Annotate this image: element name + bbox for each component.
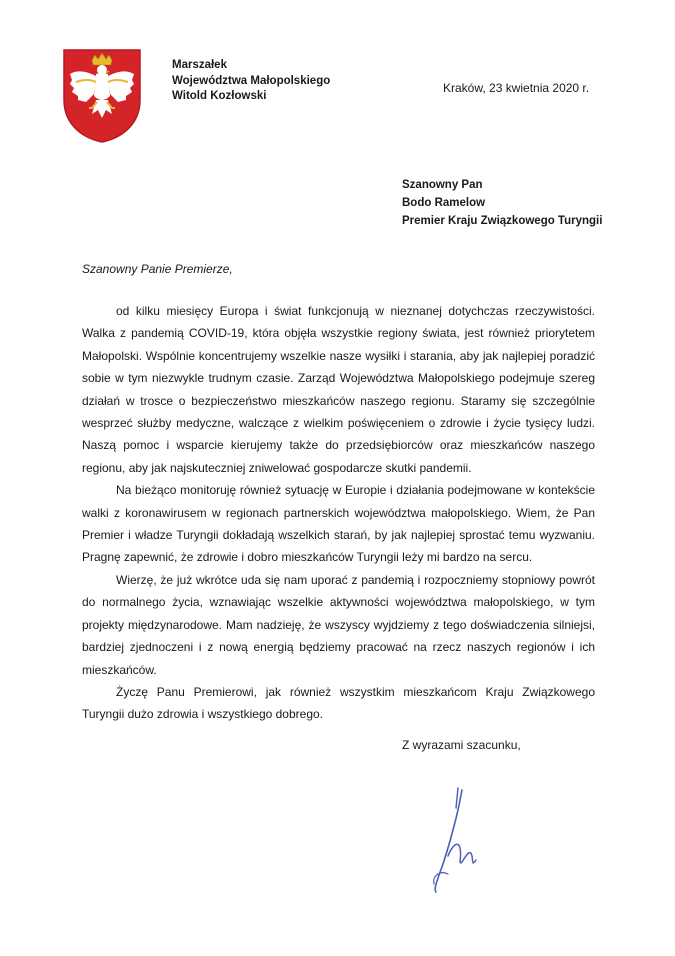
recipient-salutation: Szanowny Pan xyxy=(402,179,483,191)
paragraph: od kilku miesięcy Europa i świat funkcjonują w nieznanej dotychczas rzeczywistości. Walka z pandemią COVID-19, która objęła wszystkie regiony świata, jest również priorytetem Małopolski. Wspólnie koncentrujemy wszelkie nasze wysiłki i starania, aby jak najlepiej poradzić sobie w tym niezwykle trudnym czasie. Zarząd Województwa Małopolskiego podejmuje szereg działań w trosce o bezpieczeństwo mieszkańców naszego regionu. Staramy się szczególnie wesprzeć służby medyczne, walczące z wielkim poświęceniem o zdrowie i życie tysięcy ludzi. Naszą pomoc i wsparcie kierujemy także do przedsiębiorców oraz mieszkańców naszego regionu, aby jak najskuteczniej zniwelować gospodarcze skutki pandemii. xyxy=(82,304,595,475)
sender-name: Witold Kozłowski xyxy=(172,90,267,102)
sender-title: Marszałek xyxy=(172,59,227,71)
paragraph: Wierzę, że już wkrótce uda się nam uporać z pandemią i rozpoczniemy stopniowy powrót do normalnego życia, wznawiając wszelkie aktywności województwa małopolskiego, w tym projekty międzynarodowe. Mam nadzieję, że wszyscy wyjdziemy z tego doświadczenia silniejsi, bardziej zjednoczeni i z nową energią będziemy pracować na rzecz naszych regionów i ich mieszkańców. xyxy=(82,572,595,677)
recipient-title: Premier Kraju Związkowego Turyngii xyxy=(402,215,603,227)
recipient-name: Bodo Ramelow xyxy=(402,197,486,209)
sender-office: Województwa Małopolskiego xyxy=(172,74,331,87)
letter-body xyxy=(82,300,595,726)
paragraph: Życzę Panu Premierowi, jak również wszystkim mieszkańcom Kraju Związkowego Turyngii dużo zdrowia i wszystkiego dobrego. xyxy=(82,684,595,722)
letter-closing: Z wyrazami szacunku, xyxy=(402,738,521,752)
coat-of-arms-icon xyxy=(62,48,142,144)
paragraph: Na bieżąco monitoruję również sytuację w Europie i działania podejmowane w kontekście walki z koronawirusem w regionach partnerskich województwa małopolskiego. Wiem, że Pan Premier i władze Turyngii dokładają wszelkich starań, by jak najlepiej sprostać temu wyzwaniu. Pragnę zapewnić, że zdrowie i dobro mieszkańców Turyngii leży mi bardzo na sercu. xyxy=(82,483,595,565)
letter-salutation: Szanowny Panie Premierze, xyxy=(82,262,233,276)
handwritten-signature xyxy=(418,786,488,896)
recipient-block xyxy=(402,176,602,230)
sender-block xyxy=(172,58,330,105)
letter-date: Kraków, 23 kwietnia 2020 r. xyxy=(443,81,590,95)
